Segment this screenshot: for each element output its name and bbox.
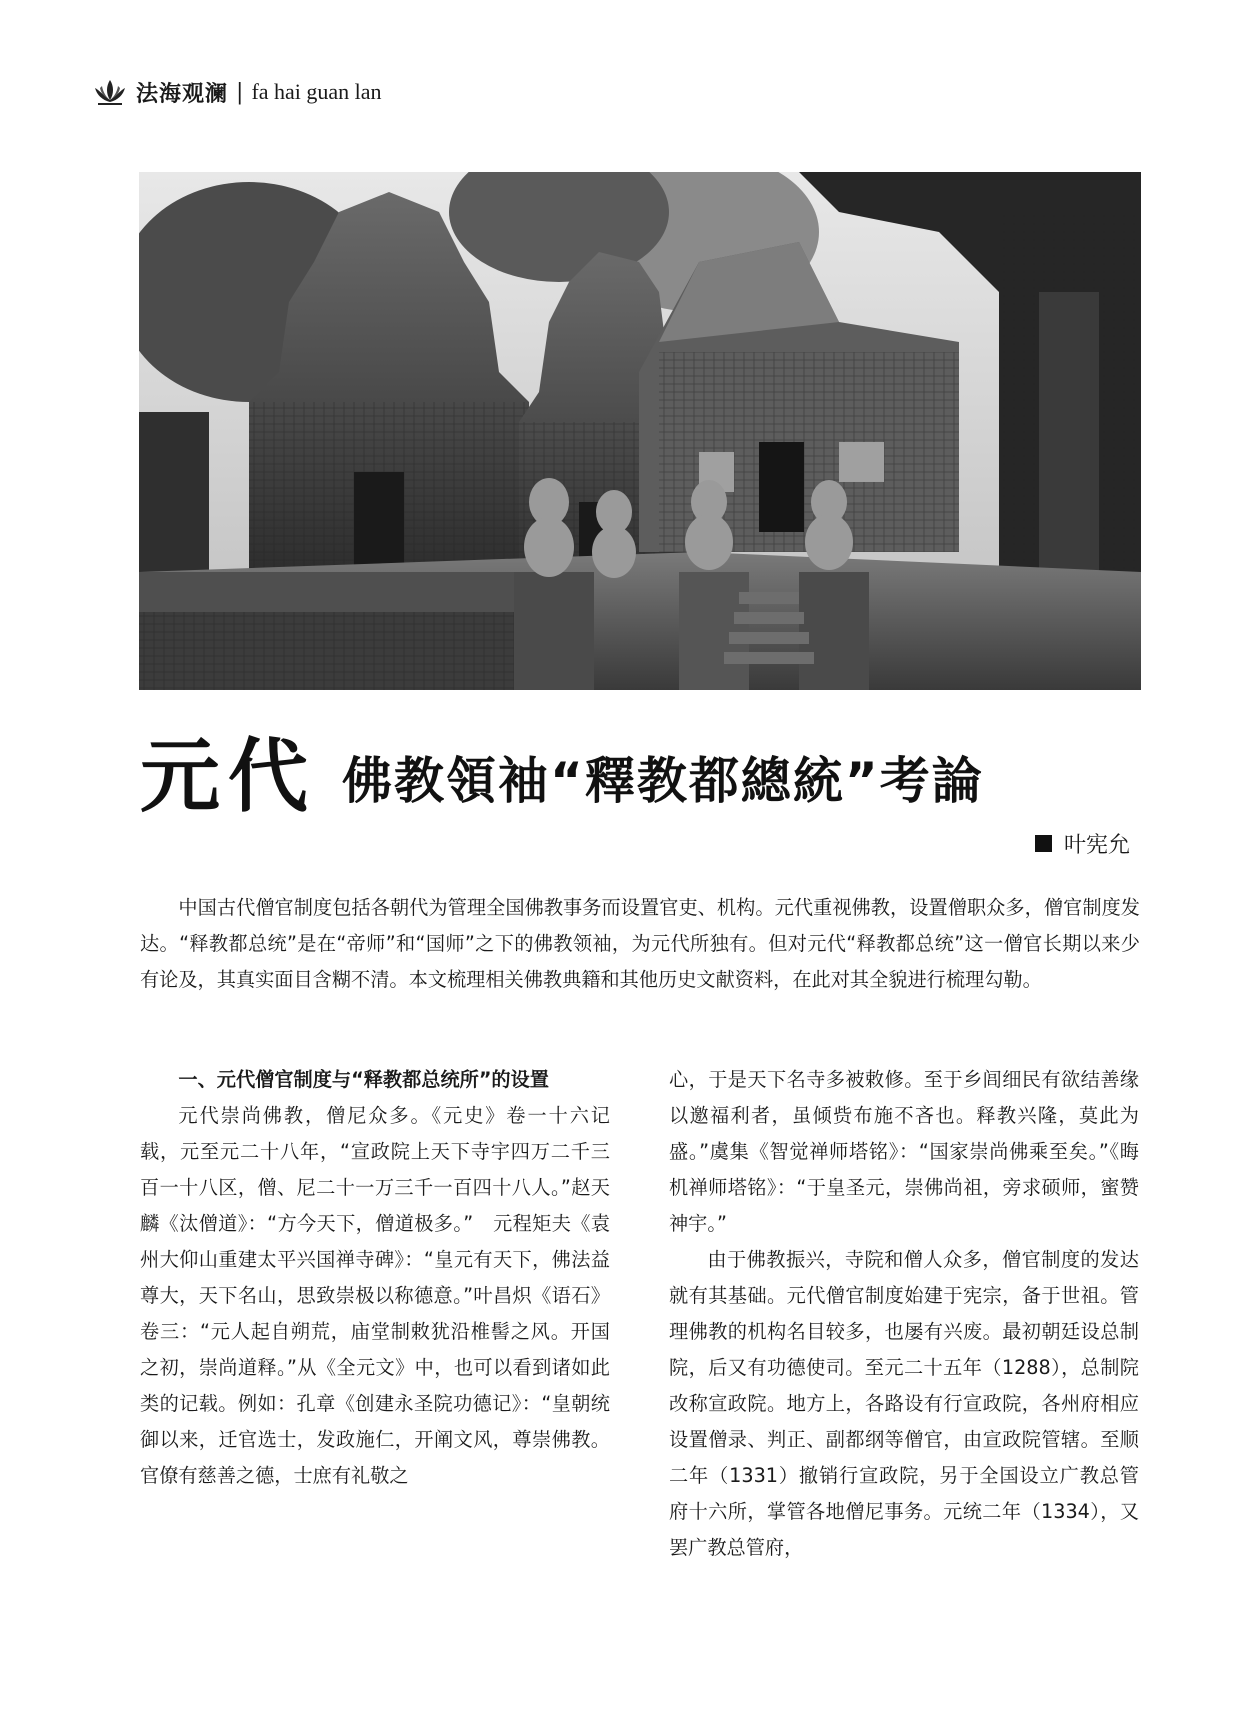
square-bullet-icon <box>1035 835 1052 852</box>
author-name: 叶宪允 <box>1063 833 1130 858</box>
section-heading: 一、元代僧官制度与“释教都总统所”的设置 <box>178 1068 549 1091</box>
body-paragraph-continuation: 心，于是天下名寺多被敕修。至于乡闾细民有欲结善缘以邀福利者，虽倾赀布施不吝也。释教兴隆，莫此为盛。”虞集《智觉禅师塔铭》：“国家崇尚佛乘至矣。”《晦机禅师塔铭》：“于皇圣元，崇佛尚祖，旁求硕师，蜜赞神宇。” <box>669 1068 1139 1235</box>
temple-photo <box>139 172 1141 690</box>
magazine-pinyin: fa hai guan lan <box>251 79 382 104</box>
magazine-name: 法海观澜 <box>136 80 229 107</box>
magazine-header <box>92 72 382 112</box>
body-paragraph: 元代崇尚佛教，僧尼众多。《元史》卷一十六记载，元至元二十八年，“宣政院上天下寺宇四万二千三百一十八区，僧、尼二十一万三千一百四十八人。”赵天麟《汰僧道》：“方今天下，僧道极多。” 元程矩夫《袁州大仰山重建太平兴国禅寺碑》：“皇元有天下，佛法益尊大，天下名山，思致崇极以称德意。”叶昌炽《语石》卷三：“元人起自朔荒，庙堂制敕犹沿椎髻之风。开国之初，崇尚道释。”从《全元文》中，也可以看到诸如此类的记载。例如：孔章《创建永圣院功德记》：“皇朝统御以来，迁官选士，发政施仁，开阐文风，尊崇佛教。官僚有慈善之德，士庶有礼敬之 <box>140 1104 610 1487</box>
body-paragraph: 由于佛教振兴，寺院和僧人众多，僧官制度的发达就有其基础。元代僧官制度始建于宪宗，备于世祖。管理佛教的机构名目较多，也屡有兴废。最初朝廷设总制院，后又有功德使司。至元二十五年（1288），总制院改称宣政院。地方上，各路设有行宣政院，各州府相应设置僧录、判正、副都纲等僧官，由宣政院管辖。至顺二年（1331）撤销行宣政院，另于全国设立广教总管府十六所，掌管各地僧尼事务。元统二年（1334），又罢广教总管府， <box>669 1248 1139 1559</box>
title-subject: 佛教領袖“釋教都總統”考論 <box>342 752 984 810</box>
title-dynasty: 元代 <box>140 729 316 823</box>
abstract: 中国古代僧官制度包括各朝代为管理全国佛教事务而设置官吏、机构。元代重视佛教，设置僧职众多，僧官制度发达。“释教都总统”是在“帝师”和“国师”之下的佛教领袖，为元代所独有。但对元代“释教都总统”这一僧官长期以来少有论及，其真实面目含糊不清。本文梳理相关佛教典籍和其他历史文献资料，在此对其全貌进行梳理勾勒。 <box>140 896 1140 991</box>
article-title <box>140 712 1140 822</box>
right-column <box>669 1062 1139 1566</box>
header-separator: | <box>236 79 244 105</box>
lotus-icon <box>92 78 128 106</box>
author-line <box>1035 828 1130 859</box>
left-column <box>140 1062 610 1494</box>
